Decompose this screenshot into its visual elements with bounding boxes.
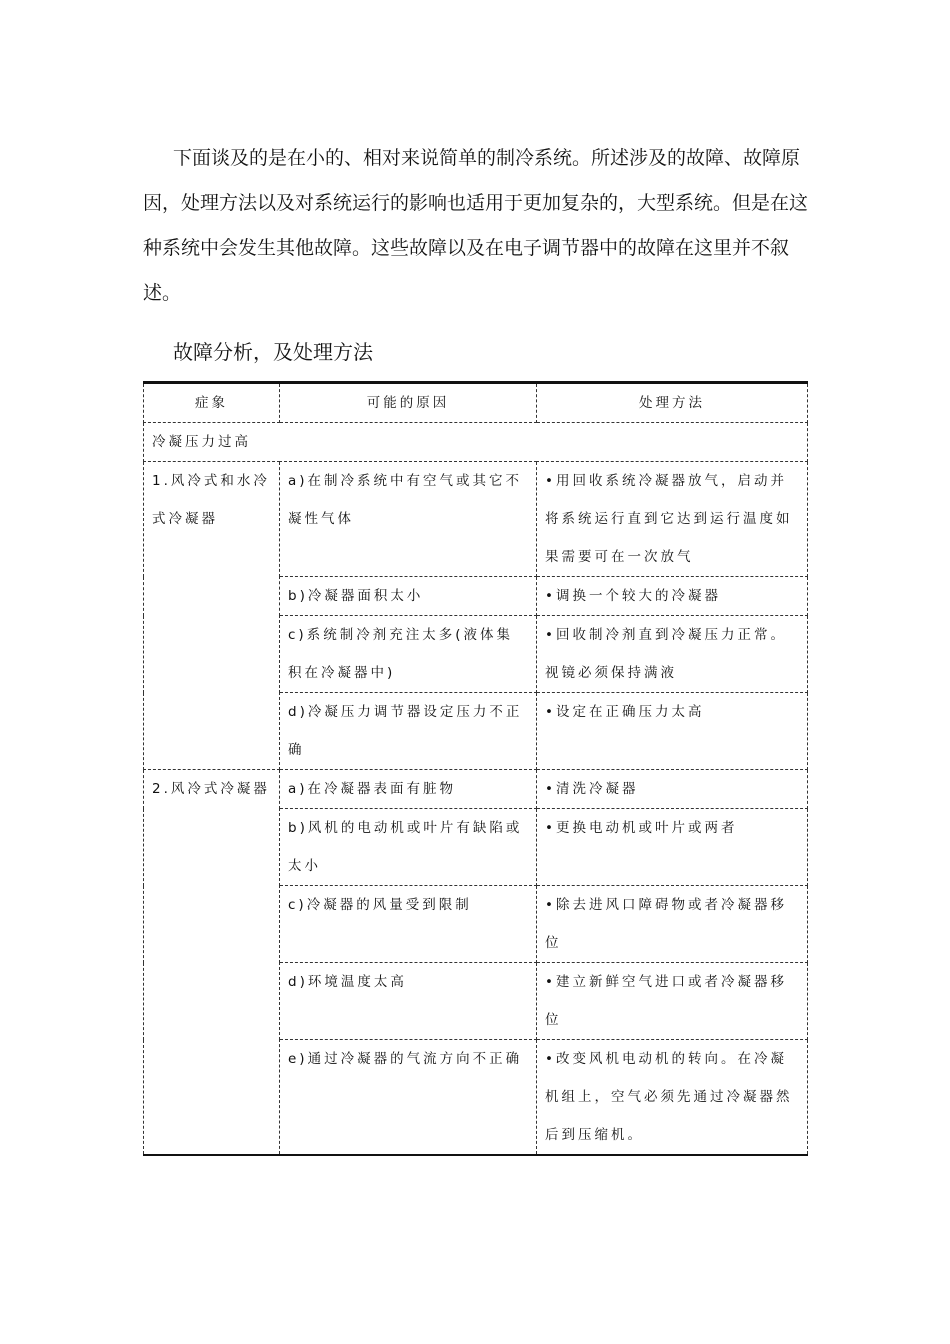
remedy-cell: •用回收系统冷凝器放气，启动并将系统运行直到它达到运行温度如果需要可在一次放气 <box>537 462 808 577</box>
section-title: 冷凝压力过高 <box>144 423 808 462</box>
header-remedy: 处理方法 <box>537 383 808 423</box>
fault-table <box>143 381 808 1156</box>
cause-cell: b)冷凝器面积太小 <box>280 577 537 616</box>
header-cause: 可能的原因 <box>280 383 537 423</box>
cause-cell: c)冷凝器的风量受到限制 <box>280 886 537 963</box>
remedy-cell: •改变风机电动机的转向。在冷凝机组上，空气必须先通过冷凝器然后到压缩机。 <box>537 1040 808 1156</box>
remedy-cell: •更换电动机或叶片或两者 <box>537 809 808 886</box>
header-symptom: 症象 <box>144 383 280 423</box>
remedy-cell: •回收制冷剂直到冷凝压力正常。视镜必须保持满液 <box>537 616 808 693</box>
remedy-cell: •除去进风口障碍物或者冷凝器移位 <box>537 886 808 963</box>
cause-cell: d)环境温度太高 <box>280 963 537 1040</box>
table-row <box>144 462 808 577</box>
cause-cell: d)冷凝压力调节器设定压力不正确 <box>280 693 537 770</box>
table-row <box>144 770 808 809</box>
cause-cell: c)系统制冷剂充注太多(液体集积在冷凝器中) <box>280 616 537 693</box>
intro-paragraph: 下面谈及的是在小的、相对来说简单的制冷系统。所述涉及的故障、故障原因，处理方法以及对系统运行的影响也适用于更加复杂的，大型系统。但是在这种系统中会发生其他故障。这些故障以及在电子调节器中的故障在这里并不叙述。 <box>143 147 809 304</box>
symptom-cell: 2.风冷式冷凝器 <box>144 770 280 1156</box>
table-header-row <box>144 383 808 423</box>
cause-cell: a)在冷凝器表面有脏物 <box>280 770 537 809</box>
cause-cell: a)在制冷系统中有空气或其它不凝性气体 <box>280 462 537 577</box>
cause-cell: b)风机的电动机或叶片有缺陷或太小 <box>280 809 537 886</box>
remedy-cell: •调换一个较大的冷凝器 <box>537 577 808 616</box>
remedy-cell: •建立新鲜空气进口或者冷凝器移位 <box>537 963 808 1040</box>
symptom-cell: 1.风冷式和水冷式冷凝器 <box>144 462 280 770</box>
remedy-cell: •清洗冷凝器 <box>537 770 808 809</box>
cause-cell: e)通过冷凝器的气流方向不正确 <box>280 1040 537 1156</box>
section-row <box>144 423 808 462</box>
section-heading: 故障分析，及处理方法 <box>173 340 373 364</box>
remedy-cell: •设定在正确压力太高 <box>537 693 808 770</box>
